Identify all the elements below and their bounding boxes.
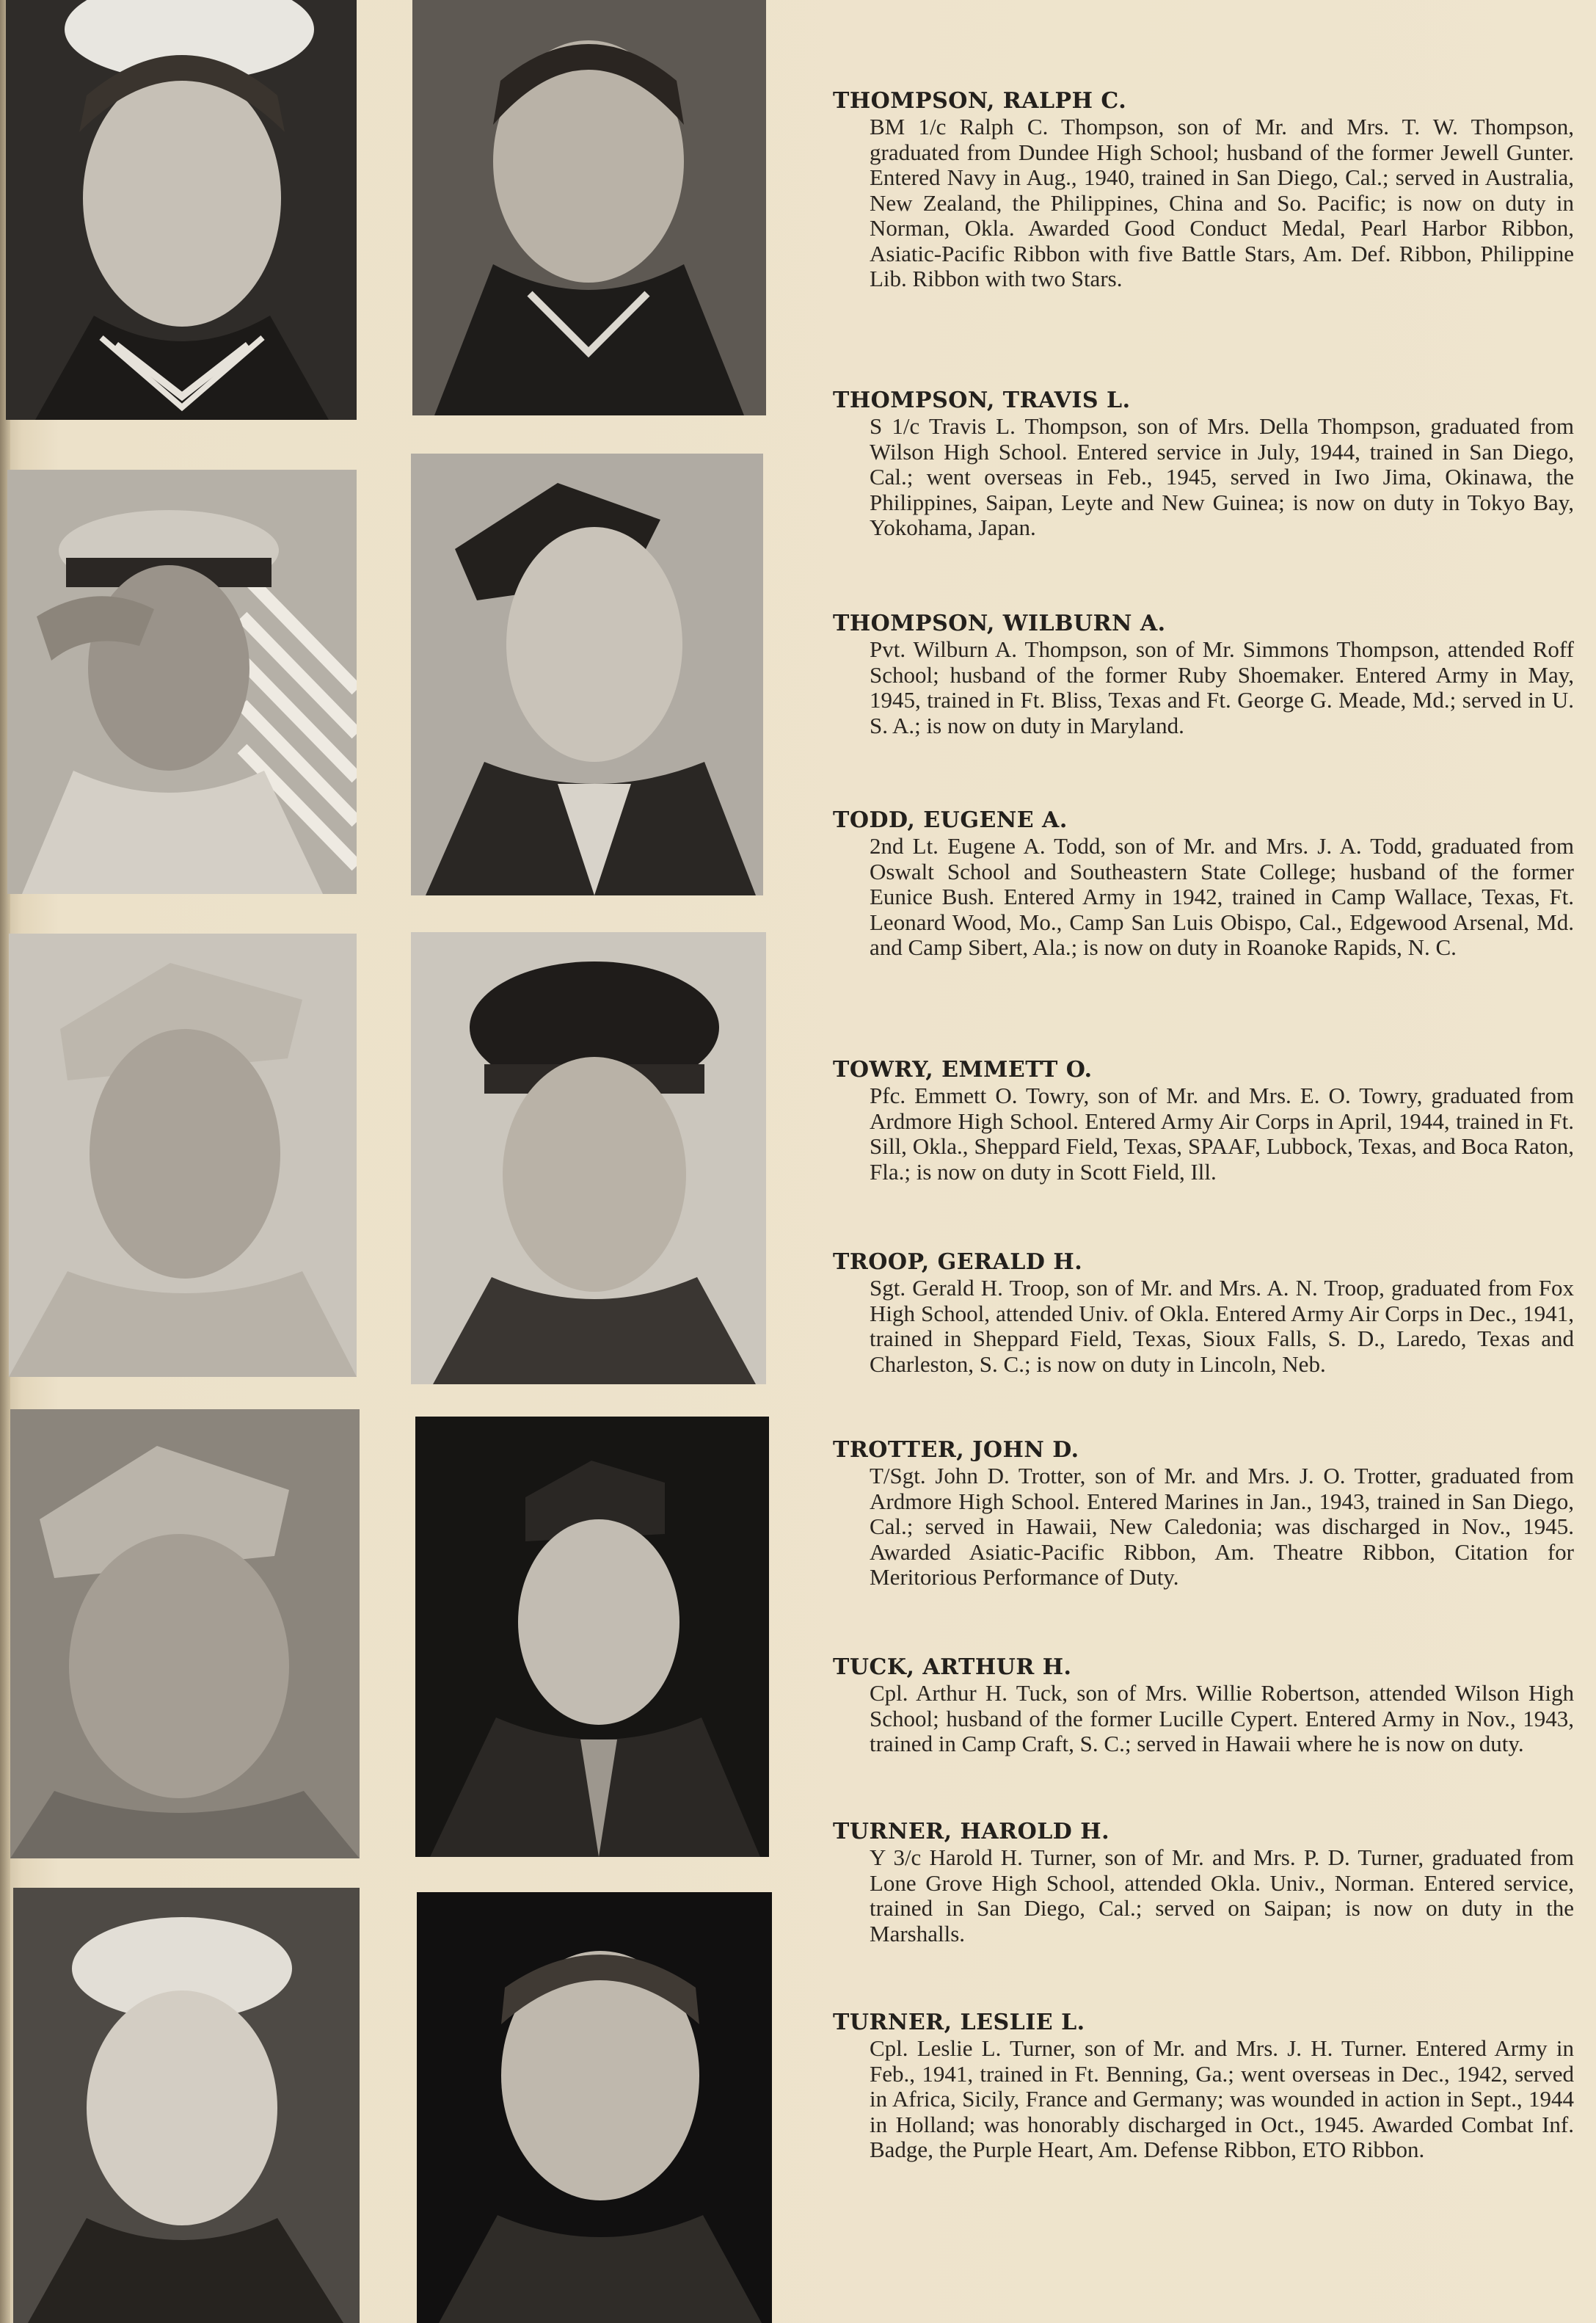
sailor-portrait-icon bbox=[412, 0, 766, 415]
biography-entry bbox=[833, 611, 1574, 738]
biography-entry bbox=[833, 1654, 1574, 1757]
portrait-photo-10 bbox=[417, 1892, 772, 2323]
entry-text: Pfc. Emmett O. Towry, son of Mr. and Mrs. E. O. Towry, graduated from Ardmore High School. Entered Army Air Corps in April, 1944, trained in Ft. Sill, Okla., Sheppard Field, Texas, SPAAF, Lubbock, Texas, and Boca Raton, Fla.; is now on duty in Scott Field, Ill. bbox=[870, 1083, 1574, 1185]
biography-entry bbox=[833, 1057, 1574, 1185]
portrait-photo-3 bbox=[7, 470, 357, 894]
soldier-cap-portrait-icon bbox=[411, 932, 766, 1384]
entry-name: TROTTER, JOHN D. bbox=[833, 1437, 1079, 1463]
biography-entry bbox=[833, 1819, 1574, 1946]
biography-entry bbox=[833, 1249, 1574, 1377]
soldier-tie-portrait-icon bbox=[415, 1417, 769, 1857]
entry-text: Sgt. Gerald H. Troop, son of Mr. and Mrs. A. N. Troop, graduated from Fox High School, attended Univ. of Okla. Entered Army Air Corps in Dec., 1941, trained in Sheppard Field, Texas, Sioux Falls, S. D., Laredo, Texas and Charleston, S. C.; is now on duty in Lincoln, Neb. bbox=[870, 1275, 1574, 1377]
portrait-photo-2 bbox=[412, 0, 766, 415]
entry-name: TROOP, GERALD H. bbox=[833, 1249, 1083, 1275]
entry-text: 2nd Lt. Eugene A. Todd, son of Mr. and Mrs. J. A. Todd, graduated from Oswalt School and Southeastern State College; husband of the former Eunice Bush. Entered Army in 1942, trained in Camp Wallace, Texas, Ft. Leonard Wood, Mo., Camp San Luis Obispo, Cal., Edgewood Arsenal, Md. and Camp Sibert, Ala.; is now on duty in Roanoke Rapids, N. C. bbox=[870, 833, 1574, 960]
biography-entry bbox=[833, 2010, 1574, 2163]
entry-text: BM 1/c Ralph C. Thompson, son of Mr. and Mrs. T. W. Thompson, graduated from Dundee High School; husband of the former Jewell Gunter. Entered Navy in Aug., 1940, trained in San Diego, Cal.; served in Australia, New Zealand, the Philippines, China and So. Pacific; is now on duty in Norman, Okla. Awarded Good Conduct Medal, Pearl Harbor Ribbon, Asiatic-Pacific Ribbon with five Battle Stars, Am. Def. Ribbon, Philippine Lib. Ribbon with two Stars. bbox=[870, 114, 1574, 291]
entry-name: THOMPSON, WILBURN A. bbox=[833, 611, 1166, 636]
soldier-saluting-icon bbox=[7, 470, 357, 894]
portrait-photo-9 bbox=[13, 1888, 360, 2323]
entry-name: TUCK, ARTHUR H. bbox=[833, 1654, 1072, 1680]
entry-text: Cpl. Leslie L. Turner, son of Mr. and Mrs. J. H. Turner. Entered Army in Feb., 1941, trained in Ft. Benning, Ga.; went overseas in Dec., 1942, served in Africa, Sicily, France and Germany; was wounded in action in Sept., 1944 in Holland; was honorably discharged in Oct., 1945. Awarded Combat Inf. Badge, the Purple Heart, Am. Defense Ribbon, ETO Ribbon. bbox=[870, 2035, 1574, 2162]
soldier-portrait-icon bbox=[9, 934, 357, 1377]
sailor-portrait-icon bbox=[13, 1888, 360, 2323]
soldier-bareheaded-icon bbox=[417, 1892, 772, 2323]
entry-text: Cpl. Arthur H. Tuck, son of Mrs. Willie Robertson, attended Wilson High School; husband of the former Lucille Cypert. Entered Army in Nov., 1943, trained in Camp Craft, S. C.; served in Hawaii where he is now on duty. bbox=[870, 1680, 1574, 1756]
biography-entry bbox=[833, 807, 1574, 961]
portrait-photo-8 bbox=[415, 1417, 769, 1857]
portrait-photo-4 bbox=[411, 454, 763, 895]
entry-name: THOMPSON, RALPH C. bbox=[833, 88, 1127, 114]
biography-entry bbox=[833, 88, 1574, 292]
entry-name: TURNER, HAROLD H. bbox=[833, 1819, 1110, 1844]
portrait-photo-7 bbox=[10, 1409, 360, 1858]
entry-text: Pvt. Wilburn A. Thompson, son of Mr. Simmons Thompson, attended Roff School; husband of the former Ruby Shoemaker. Entered Army in May, 1945, trained in Ft. Bliss, Texas and Ft. George G. Meade, Md.; served in U. S. A.; is now on duty in Maryland. bbox=[870, 636, 1574, 738]
marine-portrait-icon bbox=[10, 1409, 360, 1858]
biography-entry bbox=[833, 388, 1574, 541]
biography-entry bbox=[833, 1437, 1574, 1591]
portrait-photo-6 bbox=[411, 932, 766, 1384]
portrait-photo-5 bbox=[9, 934, 357, 1377]
officer-portrait-icon bbox=[411, 454, 763, 895]
sailor-portrait-icon bbox=[6, 0, 357, 420]
entry-text: S 1/c Travis L. Thompson, son of Mrs. Della Thompson, graduated from Wilson High School. Entered service in July, 1944, trained in San Diego, Cal.; went overseas in Feb., 1945, served in Iwo Jima, Okinawa, the Philippines, Saipan, Leyte and New Guinea; is now on duty in Tokyo Bay, Yokohama, Japan. bbox=[870, 413, 1574, 540]
entry-name: TOWRY, EMMETT O. bbox=[833, 1057, 1093, 1083]
entry-text: T/Sgt. John D. Trotter, son of Mr. and Mrs. J. O. Trotter, graduated from Ardmore High School. Entered Marines in Jan., 1943, trained in San Diego, Cal.; served in Hawaii, New Caledonia; was discharged in Nov., 1945. Awarded Asiatic-Pacific Ribbon, Am. Theatre Ribbon, Citation for Meritorious Performance of Duty. bbox=[870, 1463, 1574, 1590]
entry-name: TURNER, LESLIE L. bbox=[833, 2010, 1085, 2035]
entry-name: TODD, EUGENE A. bbox=[833, 807, 1068, 833]
entry-name: THOMPSON, TRAVIS L. bbox=[833, 388, 1131, 413]
entry-text: Y 3/c Harold H. Turner, son of Mr. and Mrs. P. D. Turner, graduated from Lone Grove High School, attended Okla. Univ., Norman. Entered service, trained in San Diego, Cal.; served on Saipan; is now on duty in the Marshalls. bbox=[870, 1844, 1574, 1946]
portrait-photo-1 bbox=[6, 0, 357, 420]
